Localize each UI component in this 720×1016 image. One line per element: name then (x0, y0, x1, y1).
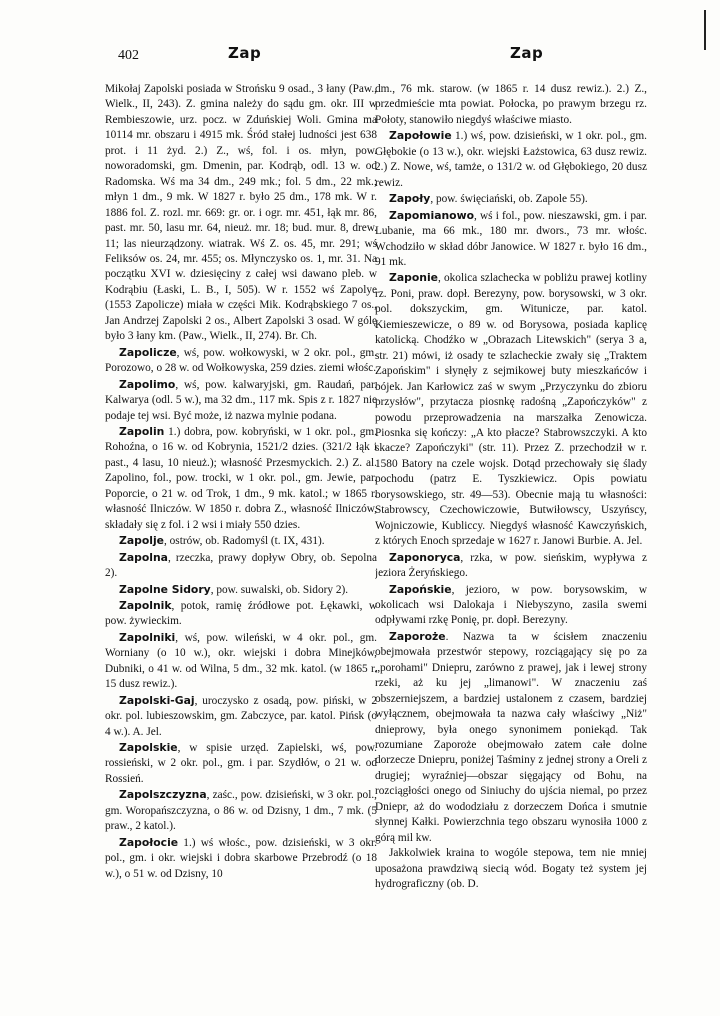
entry-paragraph: Zapolnik, potok, ramię źródłowe pot. Łękawki, w pow. żywieckim. (105, 598, 377, 628)
entry-headword: Zapolne Sidory (119, 582, 211, 596)
page-number: 402 (118, 48, 139, 63)
right-column (375, 82, 647, 992)
right-running-head: Zap (510, 44, 544, 62)
entry-headword: Zaporoże (389, 629, 446, 643)
entry-paragraph: Zapolniki, wś, pow. wileński, w 4 okr. pol., gm. Worniany (o 10 w.), okr. wiejski i dobra Minejków, Dubniki, o 41 w. od Wilna, 5 dm., 32 mk. katol. (w 1865 r. 15 dusz rewiz.). (105, 630, 377, 691)
entry-paragraph: Zapomianowo, wś i fol., pow. nieszawski, gm. i par. Lubanie, ma 66 mk., 180 mr. dwors., 73 mr. włośc. Wchodziło w skład dóbr Janowice. W 1827 r. było 16 dm., 91 mk. (375, 208, 647, 268)
entry-headword: Zapomianowo (389, 208, 474, 222)
entry-paragraph: dm., 76 mk. starow. (w 1865 r. 14 dusz rewiz.). 2.) Z., przedmieście mta powiat. Połocka, po prawym brzegu rz. Połoty, stanowiło niegdyś właściwe miasto. (375, 83, 647, 126)
entry-paragraph: Zapońskie, jezioro, w pow. borysowskim, w okolicach wsi Dalokaja i Niebyszyno, zasila swemi odpływami rzkę Ponię, pr. dopł. Berezyny. (375, 582, 647, 627)
entry-paragraph: Zaporoże. Nazwa ta w ścisłem znaczeniu obejmowała przestwór stepowy, rozciągający się po za „porohami" Dniepru, zarówno z prawej, jak i lewej strony rzeki, aż ku jej „limanowi". W znaczeniu zaś obszerniejszem, a bardziej ustalonem z czasem, bardziej wyłącznem, obejmowała ta nazwa cały właściwy „Niż" dnieprowy, była onego synonimem poniekąd. Tak rozumiane Zaporoże obejmowało zatem całe dolne dorzecze Dniepru, poniżej Taśminy z jednej strony a Oreli z drugiej; wyraźniej—obszar sięgający od Bohu, na rozciągłości onego od Siniuchy do ujścia niemal, po przez Dniepr, aż do wododziału z dorzeczem Dońca i smutnie słynnej Kałki. Powierzchnia tego obszaru wynosiła 1000 z górą mil kw. (375, 629, 647, 844)
entry-headword: Zapolskie (119, 741, 178, 755)
entry-paragraph: Zapołocie 1.) wś włośc., pow. dzisieński, w 3 okr. pol., gm. i okr. wiejski i dobra skarbowe Przebrodź (o 18 w.), o 51 w. od Dzisny, 10 (105, 835, 377, 880)
entry-paragraph: Zapolskie, w spisie urzęd. Zapielski, wś, pow. rossieński, w 2 okr. pol., gm. i par. Szydłów, o 21 w. od Rossień. (105, 741, 377, 785)
entry-headword: Zapońskie (389, 582, 452, 596)
entry-headword: Zapolimo (119, 377, 176, 391)
entry-paragraph: Jakkolwiek kraina to wogóle stepowa, tem nie mniej uposażona prawdziwą siecią wód. Bogaty też system jej hydrograficzny (ob. D. (375, 847, 647, 891)
entry-headword: Zapoły (389, 192, 431, 206)
entry-headword: Zaponie (389, 271, 438, 285)
entry-headword: Zapolin (119, 424, 165, 438)
entry-headword: Zapołocie (119, 835, 179, 849)
entry-headword: Zapolniki (119, 630, 176, 644)
entry-headword: Zapolski-Gaj (119, 693, 195, 707)
left-column (105, 82, 377, 992)
entry-paragraph: Zapoły, pow. święciański, ob. Zapole 55). (389, 192, 588, 206)
entry-paragraph: Zapolski-Gaj, uroczysko z osadą, pow. piński, w 2 okr. pol. lubieszowskim, gm. Zabczyce, par. katol. Pińsk (o 4 w.). A. Jel. (105, 693, 377, 738)
entry-paragraph: Zapolne Sidory, pow. suwalski, ob. Sidory 2). (119, 582, 349, 596)
entry-headword: Zapolszczyzna (119, 788, 207, 802)
entry-paragraph: Zapolicze, wś, pow. wołkowyski, w 2 okr. pol., gm. Porozowo, o 28 w. od Wołkowyska, 259 dzies. ziemi włośc. (105, 345, 377, 375)
entry-headword: Zapolicze (119, 345, 177, 359)
entry-paragraph: Zapolna, rzeczka, prawy dopływ Obry, ob. Sepolna 2). (105, 550, 377, 580)
entry-paragraph: Zapolimo, wś, pow. kalwaryjski, gm. Raudań, par. Kalwarya (odl. 5 w.), ma 32 dm., 117 mk. Spis z r. 1827 nie podaje tej wsi. Być może, iż nazwa mylnie podana. (105, 377, 377, 422)
entry-paragraph: Mikołaj Zapolski posiada w Strońsku 9 osad., 3 łany (Paw., Wielk., II, 243). Z. gmina należy do sądu gm. okr. III w Rembieszowie, urz. pocz. w Zduńskiej Woli. Gmina ma 10114 mr. obszaru i 4915 mk. Śród stałej ludności jest 638 prot. i 11 żyd. 2.) Z., wś, fol. i os. młyn, pow. noworadomski, gm. Dmenin, par. Kodrąb, odl. 13 w. od Radomska. Wś ma 34 dm., 249 mk.; fol. 5 dm., 22 mk.; młyn 1 dm., 9 mk. W 1827 r. było 25 dm., 178 mk. W r. 1886 fol. Z. rozl. mr. 669: gr. or. i ogr. mr. 451, łąk mr. 86, past. mr. 50, lasu mr. 64, nieuż. mr. 18; bud. mur. 8, drew. 11; las nieurządzony. wiatrak. Wś Z. os. 45, mr. 291; wś Feliksów os. 24, mr. 455; os. Młynczysko os. 1, mr. 31. Na początku XVI w. dziesięciny z całej wsi dawano pleb. w Kodrąbiu (Łaski, L. B., I, 505). W r. 1552 wś Zapolye (1553 Zapolicze) miała w części Mik. Kodrąbskiego 7 os., Jan Andrzej Zapolski 2 os., Albert Zapolski 3 osad. W gólę było 3 łany km. (Paw., Wielk., II, 274). Br. Ch. (105, 83, 377, 343)
entry-paragraph: Zapolje, ostrów, ob. Radomyśl (t. IX, 431). (119, 534, 325, 548)
entry-headword: Zapolnik (119, 598, 172, 612)
entry-paragraph: Zapołowie 1.) wś, pow. dzisieński, w 1 okr. pol., gm. Głębokie (o 13 w.), okr. wiejski Łażstowica, 63 dusz rewiz. 2.) Z. Nowe, wś, tamże, o 131/2 w. od Głębokiego, 20 dusz rewiz. (375, 129, 647, 189)
page-corner-mark (704, 10, 714, 50)
entry-paragraph: Zaponie, okolica szlachecka w pobliżu prawej kotliny rz. Poni, praw. dopł. Berezyny, pow. borysowski, w 3 okr. pol. dokszyckim, gm. Witunicze, par. katol. Kiemieszewicze, o 89 w. od Borysowa, posiada kaplicę katolicką. Chodźko w „Obrazach Litewskich" (serya 3 a, str. 21) mówi, iż osady te szlacheckie zwały się „Traktem Zapońskim" i słynęły z sejmikowej buty mieszkańców i bójek. Jan Karłowicz zaś w swym „Przyczynku do zbioru przysłów", przytacza piosnkę radośną „Zapończyków" z powodu przeprowadzenia na marszałka Zenowicza. Piosnka się kończy: „A kto płacze? Stabrowszczyki. A kto skacze? Zapończyki" (str. 11). Przez Z. przechodził w r. 1580 Batory na czele wojsk. Dotąd przechowały się ślady pochodu (patrz E. Tyszkiewicz. Opis powiatu borysowskiego, str. 49—53). Obecnie mają tu własności: Stabrowscy, Czechowiczowie, Butwiłowscy, Uszyńscy, Wojniczowie, Kubliccy. Niegdyś własność Kawczyńskich, z których Enoch sprzedaje w 1627 r. Janowi Burbie. A. Jel. (375, 271, 647, 548)
entry-headword: Zapolna (119, 550, 168, 564)
entry-headword: Zapołowie (389, 129, 452, 143)
entry-paragraph: Zapolin 1.) dobra, pow. kobryński, w 1 okr. pol., gm. Rohoźna, o 16 w. od Kobrynia, 1521/2 dzies. (321/2 łąk i past., 4 lasu, 10 nieuż.); własność Przesmyckich. 2.) Z. al. Zapolino, fol., pow. trocki, w 1 okr. pol., gm. Jewie, par. Poporcie, o 21 w. od Trok, 1 dm., 9 mk. katol.; w 1865 r. własność Ilniczów. W 1850 r. dobra Z., własność Ilniczów, składały się z fol. i 2 wsi i miały 550 dzies. (105, 424, 377, 531)
entry-paragraph: Zapolszczyzna, zaśc., pow. dzisieński, w 3 okr. pol., gm. Woropańszczyzna, o 86 w. od Dzisny, 1 dm., 7 mk. (5 praw., 2 katol.). (105, 788, 377, 833)
entry-headword: Zaponoryca (389, 550, 461, 564)
left-running-head: Zap (228, 44, 262, 62)
entry-headword: Zapolje (119, 534, 164, 548)
entry-paragraph: Zaponoryca, rzka, w pow. sieńskim, wypływa z jeziora Żeryńskiego. (375, 550, 647, 580)
